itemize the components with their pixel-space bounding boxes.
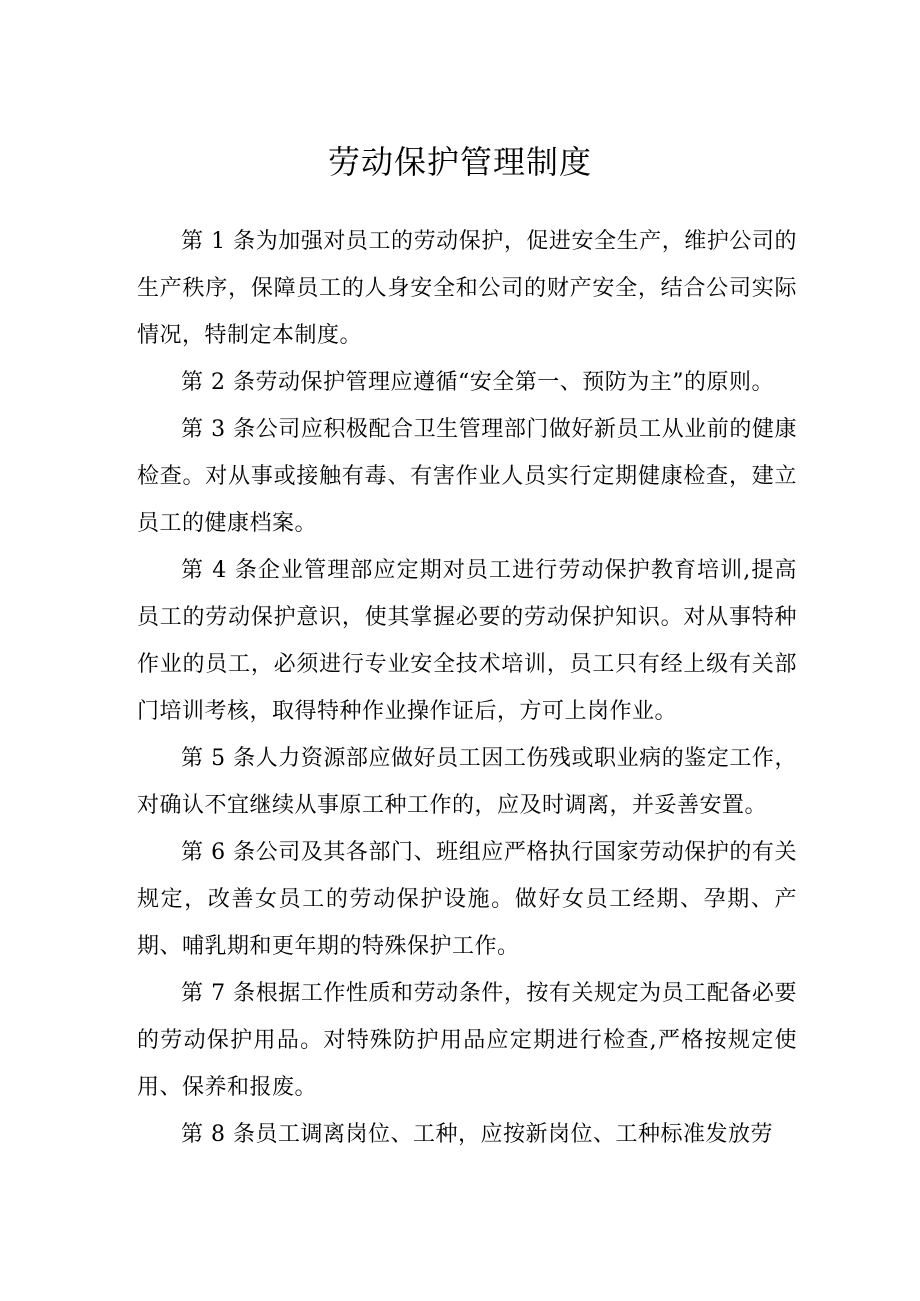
document-title: 劳动保护管理制度 [327, 143, 592, 181]
article-6: 第 6 条公司及其各部门、班组应严格执行国家劳动保护的有关规定，改善女员工的劳动保护设施。做好女员工经期、孕期、产期、哺乳期和更年期的特殊保护工作。 [137, 840, 797, 959]
article-2: 第 2 条劳动保护管理应遵循“安全第一、预防为主”的原则。 [181, 370, 774, 395]
document-body [137, 218, 797, 1158]
article-8: 第 8 条员工调离岗位、工种，应按新岗位、工种标准发放劳 [181, 1122, 773, 1147]
article-7: 第 7 条根据工作性质和劳动条件，按有关规定为员工配备必要的劳动保护用品。对特殊防护用品应定期进行检查,严格按规定使用、保养和报废。 [137, 981, 797, 1100]
article-3: 第 3 条公司应积极配合卫生管理部门做好新员工从业前的健康检查。对从事或接触有毒、有害作业人员实行定期健康检查，建立员工的健康档案。 [137, 417, 797, 536]
article-4: 第 4 条企业管理部应定期对员工进行劳动保护教育培训,提高员工的劳动保护意识，使其掌握必要的劳动保护知识。对从事特种作业的员工，必须进行专业安全技术培训，员工只有经上级有关部门培训考核，取得特种作业操作证后，方可上岗作业。 [137, 558, 797, 724]
article-5: 第 5 条人力资源部应做好员工因工伤残或职业病的鉴定工作，对确认不宜继续从事原工种工作的，应及时调离，并妥善安置。 [137, 746, 797, 818]
article-1: 第 1 条为加强对员工的劳动保护，促进安全生产，维护公司的生产秩序，保障员工的人身安全和公司的财产安全，结合公司实际情况，特制定本制度。 [137, 229, 797, 348]
